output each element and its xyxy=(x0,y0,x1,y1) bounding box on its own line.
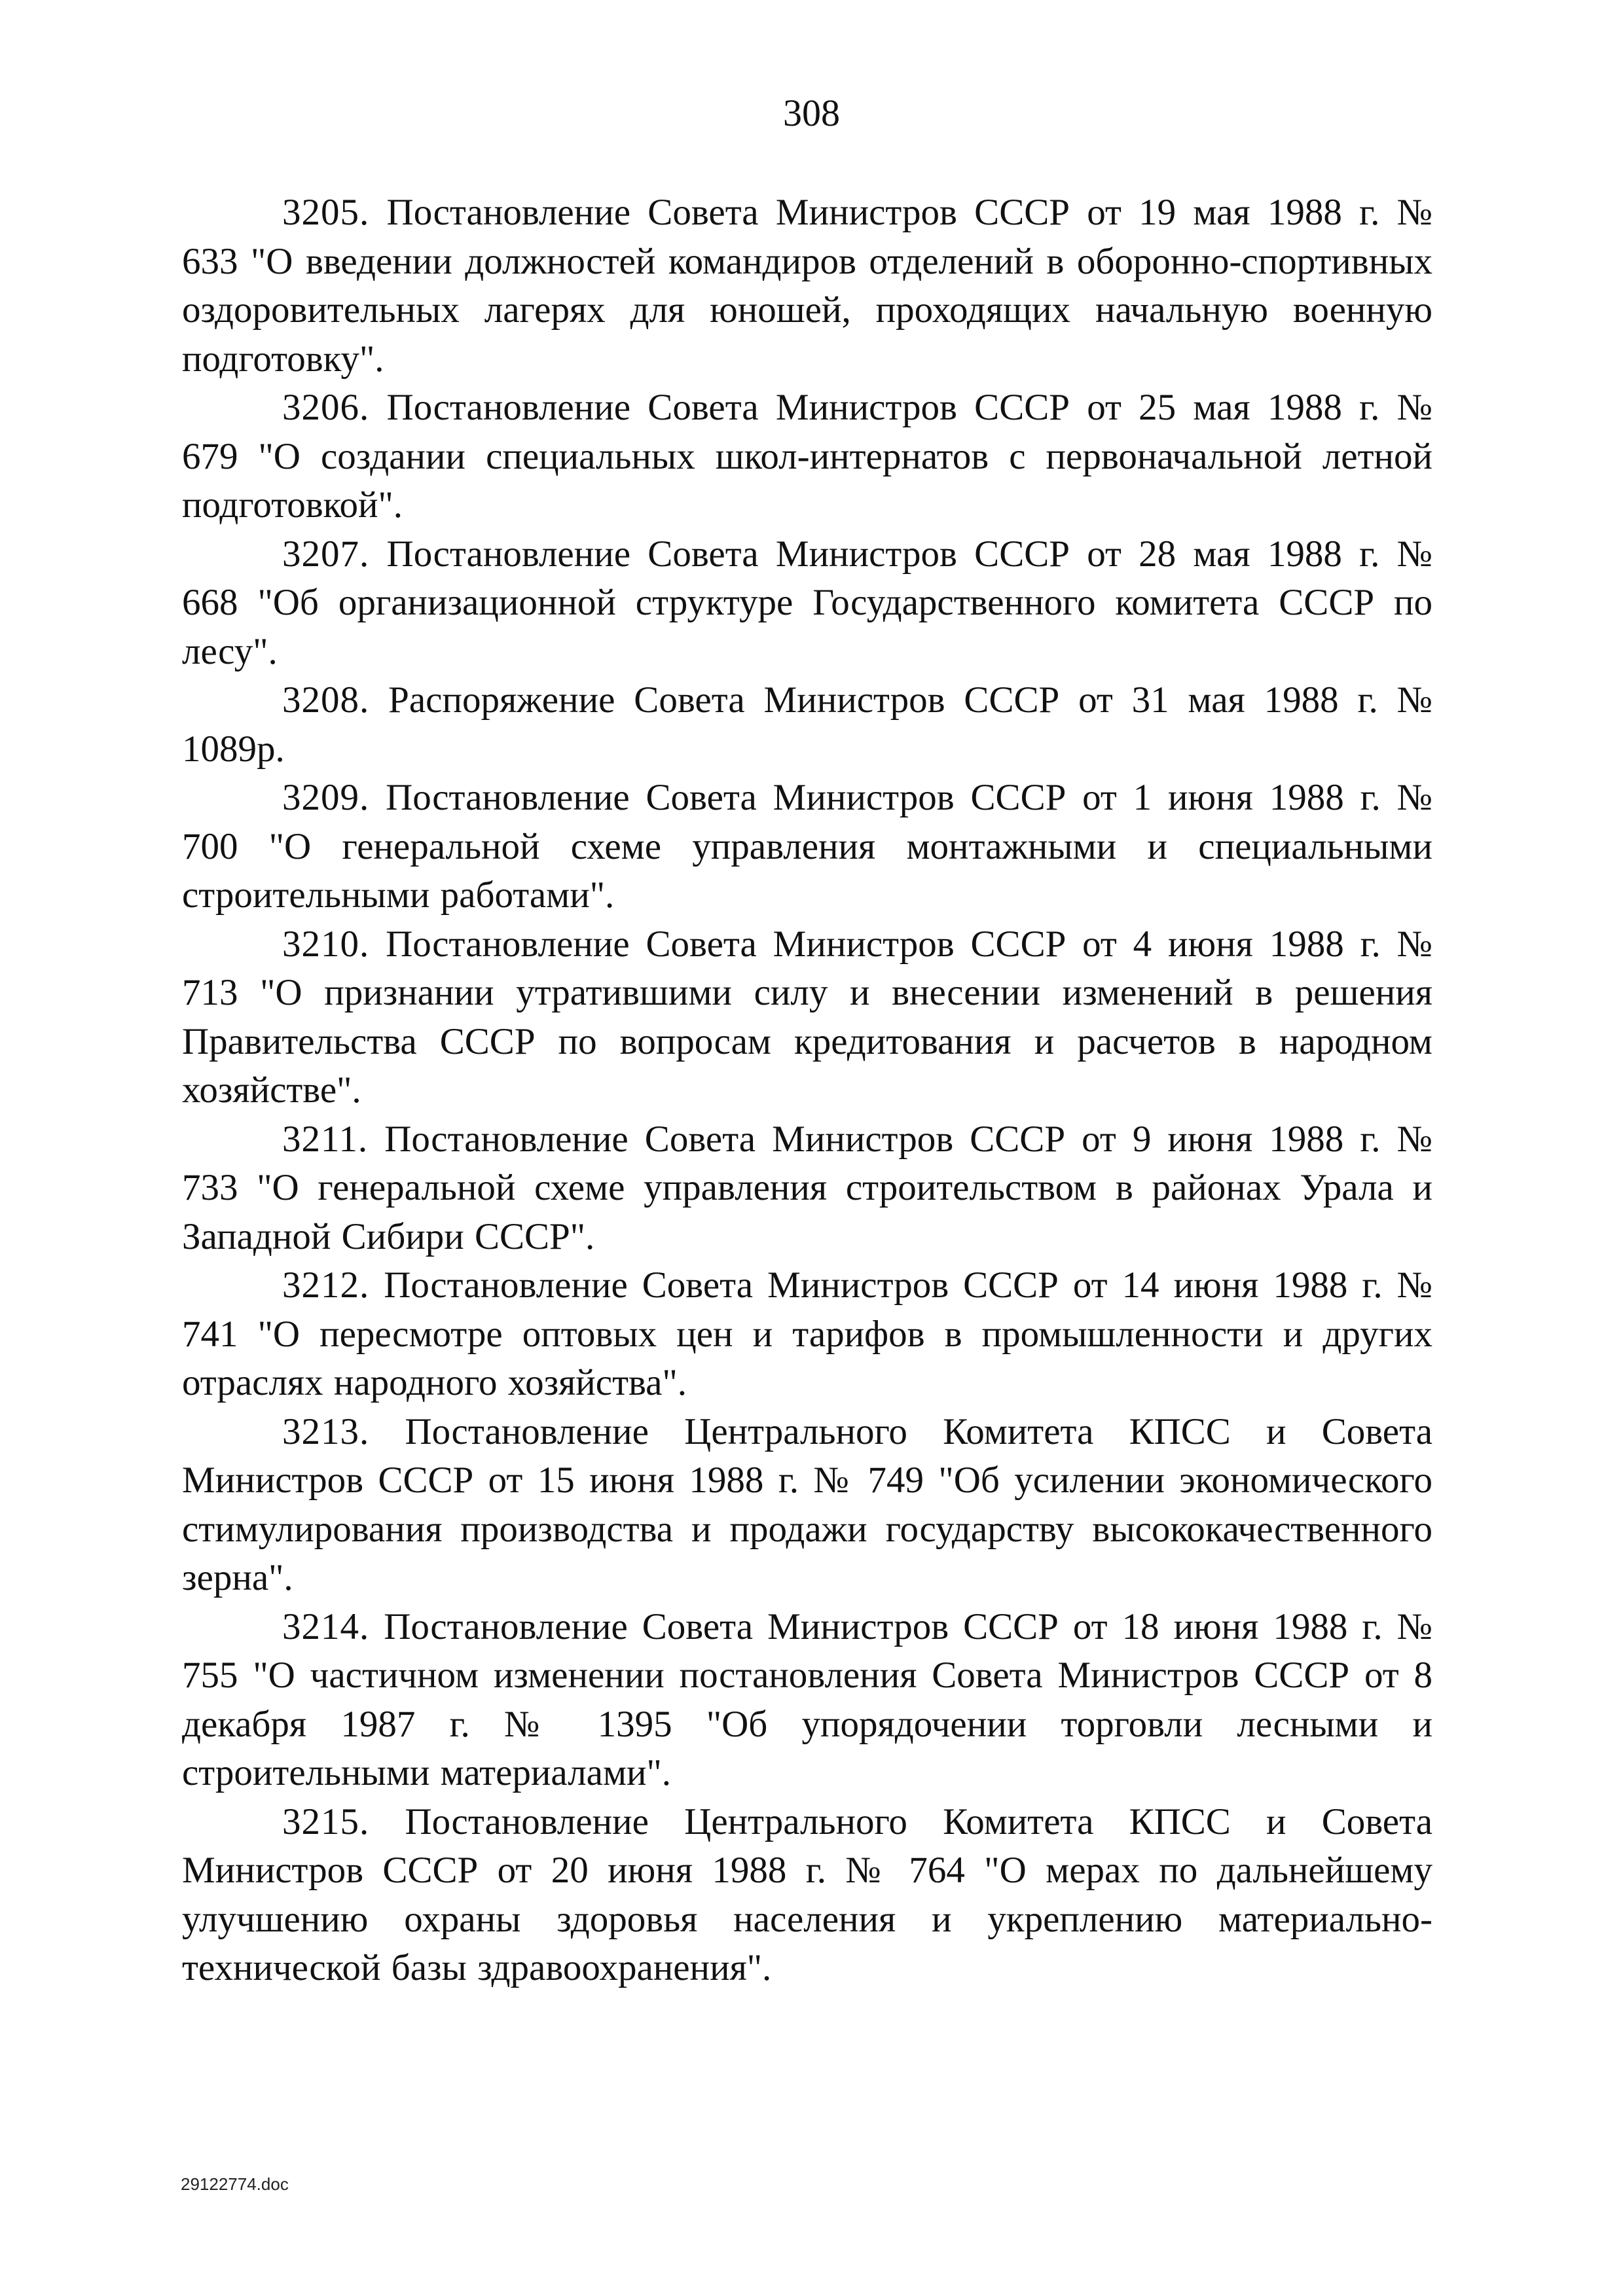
entry-text: Постановление Совета Министров СССР от 4 июня 1988 г. № 713 "О признании утратившими силу и внесении изменений в решения Правительства СССР по вопросам кредитования и расчетов в народном хозяйстве". xyxy=(182,923,1433,1111)
entry-text: Постановление Центрального Комитета КПСС и Совета Министров СССР от 20 июня 1988 г. № 764 "О мерах по дальнейшему улучшению охраны здоровья населения и укреплению материально-технической базы здравоохранения". xyxy=(182,1801,1433,1988)
list-item xyxy=(182,1261,1432,1408)
list-item xyxy=(182,920,1432,1115)
list-item xyxy=(182,1798,1432,1993)
entry-number: 3206. xyxy=(282,387,370,428)
entry-text: Постановление Совета Министров СССР от 1 июня 1988 г. № 700 "О генеральной схеме управления монтажными и специальными строительными работами". xyxy=(182,777,1433,916)
entry-number: 3215. xyxy=(282,1801,370,1842)
entry-text: Постановление Совета Министров СССР от 18 июня 1988 г. № 755 "О частичном изменении постановления Совета Министров СССР от 8 декабря 1987 г. № 1395 "Об упорядочении торговли лесными и строительными материалами". xyxy=(182,1605,1433,1793)
entry-number: 3214. xyxy=(282,1605,370,1647)
list-item xyxy=(182,1115,1432,1262)
entry-number: 3210. xyxy=(282,923,370,965)
list-item xyxy=(182,188,1432,384)
entry-text: Постановление Совета Министров СССР от 28 мая 1988 г. № 668 "Об организационной структуре Государственного комитета СССР по лесу". xyxy=(182,533,1433,672)
entry-number: 3213. xyxy=(282,1410,370,1452)
entry-number: 3209. xyxy=(282,777,370,818)
entry-text: Постановление Центрального Комитета КПСС и Совета Министров СССР от 15 июня 1988 г. № 749 "Об усилении экономического стимулирования производства и продажи государству высококачественного зерна". xyxy=(182,1410,1433,1598)
entry-number: 3211. xyxy=(282,1118,369,1160)
entry-number: 3205. xyxy=(282,192,370,233)
list-item xyxy=(182,774,1432,920)
entries-list xyxy=(182,188,1432,1993)
entry-text: Постановление Совета Министров СССР от 19 мая 1988 г. № 633 "О введении должностей командиров отделений в оборонно-спортивных оздоровительных лагерях для юношей, проходящих начальную военную подготовку". xyxy=(182,192,1433,380)
list-item xyxy=(182,1408,1432,1603)
page-number: 308 xyxy=(783,92,840,134)
entry-number: 3207. xyxy=(282,533,370,575)
entry-text: Распоряжение Совета Министров СССР от 31 мая 1988 г. № 1089р. xyxy=(182,679,1432,770)
footer-filename: 29122774.doc xyxy=(181,2174,289,2194)
entry-text: Постановление Совета Министров СССР от 25 мая 1988 г. № 679 "О создании специальных школ-интернатов с первоначальной летной подготовкой". xyxy=(182,387,1433,526)
list-item xyxy=(182,530,1432,677)
list-item xyxy=(182,1603,1432,1798)
entry-text: Постановление Совета Министров СССР от 14 июня 1988 г. № 741 "О пересмотре оптовых цен и тарифов в промышленности и других отраслях народного хозяйства". xyxy=(182,1265,1433,1403)
entry-text: Постановление Совета Министров СССР от 9 июня 1988 г. № 733 "О генеральной схеме управления строительством в районах Урала и Западной Сибири СССР". xyxy=(182,1118,1433,1257)
entry-number: 3208. xyxy=(282,679,370,721)
list-item xyxy=(182,384,1432,530)
entry-number: 3212. xyxy=(282,1265,370,1306)
list-item xyxy=(182,676,1432,774)
